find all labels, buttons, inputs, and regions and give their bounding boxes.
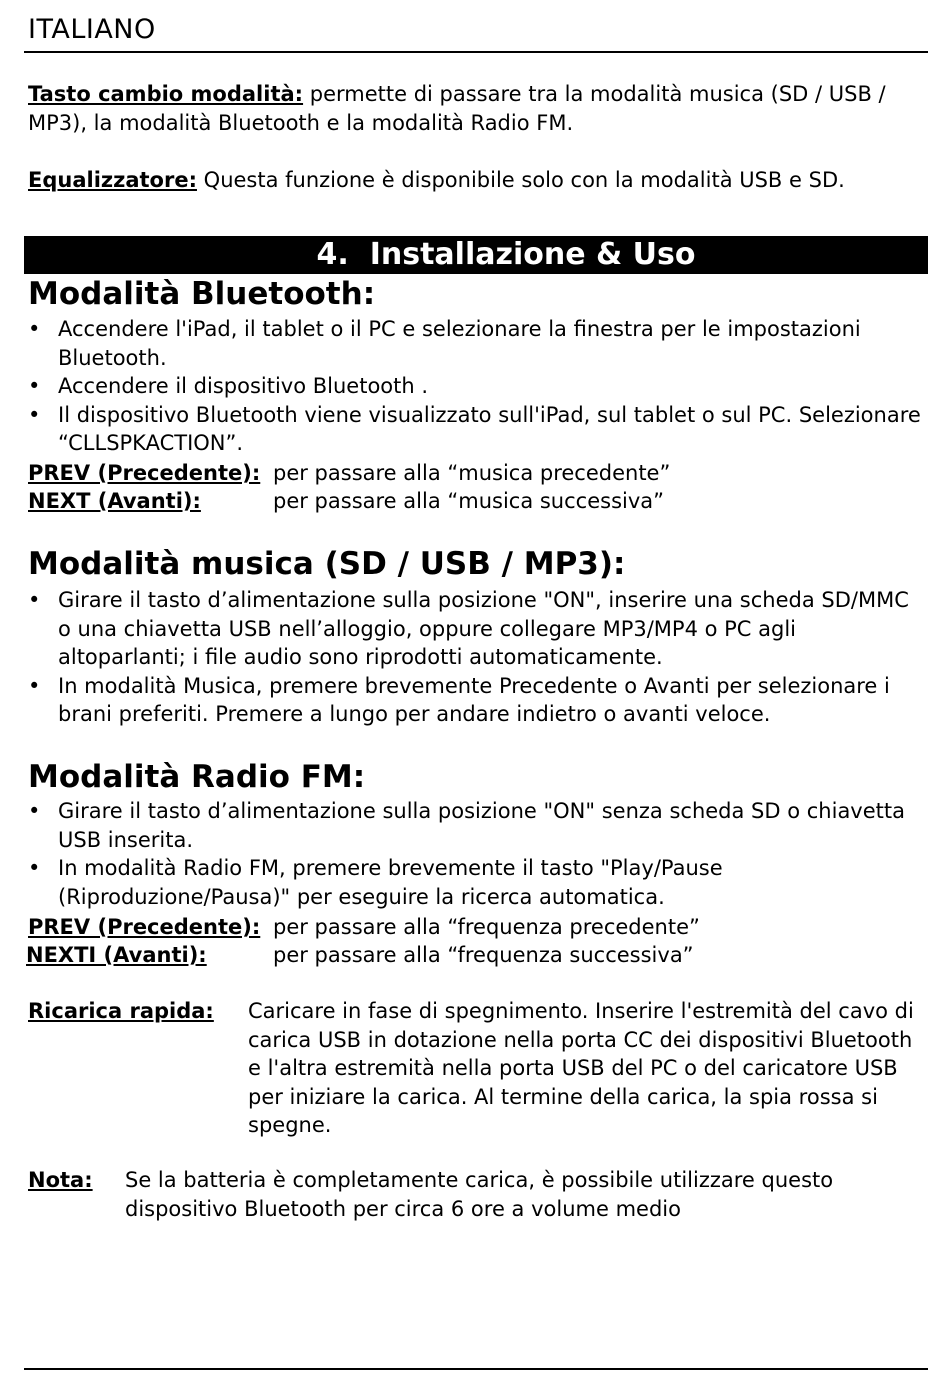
radio-heading: Modalità Radio FM: [28,759,366,795]
list-item: • Il dispositivo Bluetooth viene visualizzato sull'iPad, sul tablet o sul PC. Selezionare “CLLSPKACTION”. [28,402,921,455]
radio-prev-label: PREV (Precedente): [28,915,261,939]
list-item: • Accendere il dispositivo Bluetooth . [28,374,429,398]
section-title: Installazione & Uso [369,237,696,272]
radio-prev-text: per passare alla “frequenza precedente” [273,915,700,939]
note-text: Se la batteria è completamente carica, è possibile utilizzare questo dispositivo Bluetooth per circa 6 ore a volume medio [125,1168,834,1221]
charging-label: Ricarica rapida: [28,999,214,1023]
equalizer-text: Questa funzione è disponibile solo con la modalità USB e SD. [196,168,845,192]
mode-key-paragraph [28,80,923,138]
music-list [28,586,928,729]
radio-next-row [26,941,694,969]
equalizer-label: Equalizzatore: [28,168,197,192]
charging-text: Caricare in fase di spegnimento. Inserire l'estremità del cavo di carica USB in dotazione nella porta CC dei dispositivi Bluetooth e l'altra estremità nella porta USB del PC o del caricatore USB per iniziare la carica. Al termine della carica, la spia rossa si spegne. [248,999,914,1137]
header-divider [24,51,928,53]
radio-next-text: per passare alla “frequenza successiva” [273,943,694,967]
list-item: • In modalità Radio FM, premere brevemente il tasto "Play/Pause (Riproduzione/Pausa)" per eseguire la ricerca automatica. [28,856,723,909]
note-label: Nota: [28,1168,93,1192]
mode-key-label: Tasto cambio modalità: [28,82,304,106]
radio-prev-row [28,913,700,941]
bt-prev-label: PREV (Precedente): [28,461,261,485]
radio-next-label: NEXTI (Avanti): [26,943,207,967]
list-item: • In modalità Musica, premere brevemente Precedente o Avanti per selezionare i brani preferiti. Premere a lungo per andare indietro o avanti veloce. [28,673,890,726]
bt-prev-row [28,459,671,487]
footer-divider [24,1368,928,1370]
bt-next-label: NEXT (Avanti): [28,489,201,513]
bt-next-text: per passare alla “musica successiva” [273,489,665,513]
bt-next-row [28,487,665,515]
bluetooth-list [28,315,928,458]
list-item: • Accendere l'iPad, il tablet o il PC e selezionare la finestra per le impostazioni Bluetooth. [28,317,861,370]
section-number: 4. [316,237,349,272]
equalizer-paragraph [28,166,923,195]
charging-label-wrap [28,997,214,1026]
music-heading: Modalità musica (SD / USB / MP3): [28,546,626,582]
radio-list [28,797,928,911]
mode-key-text: permette di passare tra la modalità musica (SD / USB / MP3), la modalità Bluetooth e la modalità Radio FM. [28,82,886,135]
list-item: • Girare il tasto d’alimentazione sulla posizione "ON", inserire una scheda SD/MMC o una chiavetta USB nell’alloggio, oppure collegare MP3/MP4 o PC agli altoparlanti; i file audio sono riprodotti automaticamente. [28,588,909,669]
section-banner [24,236,928,274]
bt-prev-text: per passare alla “musica precedente” [273,461,671,485]
note-label-wrap [28,1166,93,1195]
bluetooth-heading: Modalità Bluetooth: [28,276,376,312]
language-header: ITALIANO [28,14,156,45]
list-item: • Girare il tasto d’alimentazione sulla posizione "ON" senza scheda SD o chiavetta USB inserita. [28,799,905,852]
